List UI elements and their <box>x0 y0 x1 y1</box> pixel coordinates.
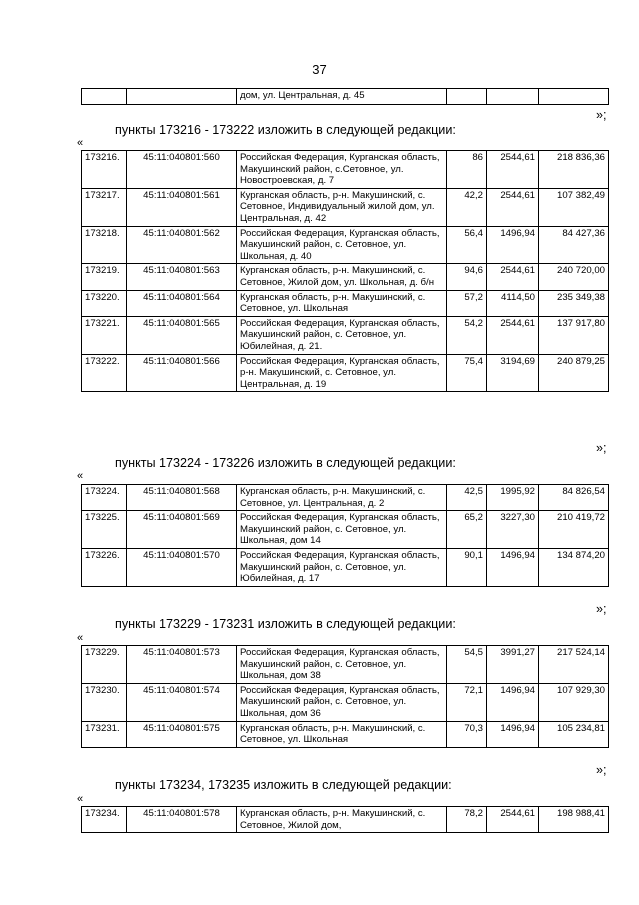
cell-price: 1496,94 <box>487 548 539 586</box>
cell-price <box>487 89 539 105</box>
cell-cadastral: 45:11:040801:564 <box>127 290 237 316</box>
cell-total <box>539 89 609 105</box>
cell-area: 42,5 <box>447 485 487 511</box>
closing-quote: »; <box>596 108 607 122</box>
table-row <box>82 188 609 226</box>
cell-price: 3991,27 <box>487 646 539 684</box>
cell-area: 42,2 <box>447 188 487 226</box>
cell-price: 2544,61 <box>487 807 539 833</box>
section-instruction: пункты 173224 - 173226 изложить в следующей редакции: <box>115 456 456 470</box>
cell-total: 240 879,25 <box>539 354 609 392</box>
closing-quote: »; <box>596 602 607 616</box>
cell-cadastral: 45:11:040801:569 <box>127 511 237 549</box>
table-row <box>82 89 609 105</box>
top-table-fragment <box>81 88 609 105</box>
cell-area: 75,4 <box>447 354 487 392</box>
cell-price: 2544,61 <box>487 316 539 354</box>
cell-cadastral: 45:11:040801:578 <box>127 807 237 833</box>
cell-address: Курганская область, р-н. Макушинский, с. Сетовное, ул. Школьная <box>237 290 447 316</box>
cell-price: 4114,50 <box>487 290 539 316</box>
cell-area: 72,1 <box>447 683 487 721</box>
cell-address: Курганская область, р-н. Макушинский, с. Сетовное, ул. Школьная <box>237 721 447 747</box>
cell-area: 86 <box>447 151 487 189</box>
cell-total: 84 427,36 <box>539 226 609 264</box>
cell-address: дом, ул. Центральная, д. 45 <box>237 89 447 105</box>
cell-price: 2544,61 <box>487 151 539 189</box>
cell-num: 173229. <box>82 646 127 684</box>
cell-num: 173216. <box>82 151 127 189</box>
cell-cadastral: 45:11:040801:565 <box>127 316 237 354</box>
cell-address: Российская Федерация, Курганская область, Макушинский район, с. Сетовное, ул. Юбилейная, д. 17 <box>237 548 447 586</box>
cell-price: 1496,94 <box>487 721 539 747</box>
cell-price: 2544,61 <box>487 188 539 226</box>
cell-total: 107 382,49 <box>539 188 609 226</box>
table-row <box>82 264 609 290</box>
cell-num: 173219. <box>82 264 127 290</box>
cell-total: 107 929,30 <box>539 683 609 721</box>
cell-total: 240 720,00 <box>539 264 609 290</box>
cell-address: Российская Федерация, Курганская область, Макушинский район, с. Сетовное, ул. Школьная, дом 36 <box>237 683 447 721</box>
closing-quote: »; <box>596 763 607 777</box>
cell-cadastral: 45:11:040801:568 <box>127 485 237 511</box>
closing-quote: »; <box>596 441 607 455</box>
section-instruction: пункты 173234, 173235 изложить в следующей редакции: <box>115 778 452 792</box>
cell-area: 78,2 <box>447 807 487 833</box>
cell-area <box>447 89 487 105</box>
cell-cadastral: 45:11:040801:570 <box>127 548 237 586</box>
cell-area: 90,1 <box>447 548 487 586</box>
cell-price: 3194,69 <box>487 354 539 392</box>
cell-cadastral <box>127 89 237 105</box>
table-row <box>82 646 609 684</box>
section-table <box>81 806 609 833</box>
cell-price: 2544,61 <box>487 264 539 290</box>
cell-price: 1995,92 <box>487 485 539 511</box>
cell-total: 198 988,41 <box>539 807 609 833</box>
cell-num: 173226. <box>82 548 127 586</box>
cell-total: 218 836,36 <box>539 151 609 189</box>
cell-area: 94,6 <box>447 264 487 290</box>
cell-area: 54,5 <box>447 646 487 684</box>
table-row <box>82 316 609 354</box>
table-row <box>82 721 609 747</box>
cell-total: 84 826,54 <box>539 485 609 511</box>
cell-price: 1496,94 <box>487 683 539 721</box>
cell-total: 105 234,81 <box>539 721 609 747</box>
table-row <box>82 290 609 316</box>
section-instruction: пункты 173229 - 173231 изложить в следующей редакции: <box>115 617 456 631</box>
cell-address: Курганская область, р-н. Макушинский, с. Сетовное, Индивидуальный жилой дом, ул. Центральная, д. 42 <box>237 188 447 226</box>
table-body <box>82 151 609 392</box>
cell-address: Российская Федерация, Курганская область, Макушинский район, с. Сетовное, ул. Школьная, дом 14 <box>237 511 447 549</box>
cell-num: 173230. <box>82 683 127 721</box>
cell-address: Российская Федерация, Курганская область, Макушинский район, с.Сетовное, ул. Новостроевская, д. 7 <box>237 151 447 189</box>
cell-total: 235 349,38 <box>539 290 609 316</box>
cell-cadastral: 45:11:040801:560 <box>127 151 237 189</box>
cell-address: Курганская область, р-н. Макушинский, с. Сетовное, ул. Центральная, д. 2 <box>237 485 447 511</box>
table-body <box>82 646 609 748</box>
cell-num <box>82 89 127 105</box>
opening-quote: « <box>77 470 84 482</box>
cell-area: 70,3 <box>447 721 487 747</box>
table-row <box>82 226 609 264</box>
cell-price: 1496,94 <box>487 226 539 264</box>
cell-price: 3227,30 <box>487 511 539 549</box>
opening-quote: « <box>77 137 84 149</box>
cell-cadastral: 45:11:040801:563 <box>127 264 237 290</box>
table-row <box>82 548 609 586</box>
cell-cadastral: 45:11:040801:575 <box>127 721 237 747</box>
cell-cadastral: 45:11:040801:561 <box>127 188 237 226</box>
cell-address: Российская Федерация, Курганская область, р-н. Макушинский, с. Сетовное, ул. Центральная, д. 19 <box>237 354 447 392</box>
cell-num: 173220. <box>82 290 127 316</box>
cell-cadastral: 45:11:040801:573 <box>127 646 237 684</box>
cell-area: 56,4 <box>447 226 487 264</box>
cell-address: Российская Федерация, Курганская область, Макушинский район, с. Сетовное, ул. Юбилейная, д. 21. <box>237 316 447 354</box>
cell-num: 173222. <box>82 354 127 392</box>
cell-num: 173225. <box>82 511 127 549</box>
section-table <box>81 150 609 392</box>
page-number: 37 <box>312 62 327 77</box>
table-body <box>82 485 609 587</box>
cell-num: 173221. <box>82 316 127 354</box>
table-body <box>82 807 609 833</box>
cell-address: Курганская область, р-н. Макушинский, с. Сетовное, Жилой дом, ул. Школьная, д. б/н <box>237 264 447 290</box>
cell-cadastral: 45:11:040801:566 <box>127 354 237 392</box>
table-row <box>82 511 609 549</box>
cell-num: 173231. <box>82 721 127 747</box>
cell-cadastral: 45:11:040801:574 <box>127 683 237 721</box>
table-row <box>82 151 609 189</box>
table-row <box>82 354 609 392</box>
cell-total: 217 524,14 <box>539 646 609 684</box>
cell-area: 65,2 <box>447 511 487 549</box>
cell-address: Российская Федерация, Курганская область, Макушинский район, с. Сетовное, ул. Школьная, д. 40 <box>237 226 447 264</box>
table-row <box>82 807 609 833</box>
cell-num: 173224. <box>82 485 127 511</box>
opening-quote: « <box>77 632 84 644</box>
cell-cadastral: 45:11:040801:562 <box>127 226 237 264</box>
cell-address: Российская Федерация, Курганская область, Макушинский район, с. Сетовное, ул. Школьная, дом 38 <box>237 646 447 684</box>
cell-address: Курганская область, р-н. Макушинский, с. Сетовное, Жилой дом, <box>237 807 447 833</box>
table-row <box>82 683 609 721</box>
cell-area: 54,2 <box>447 316 487 354</box>
section-table <box>81 645 609 748</box>
section-table <box>81 484 609 587</box>
cell-total: 137 917,80 <box>539 316 609 354</box>
cell-area: 57,2 <box>447 290 487 316</box>
cell-num: 173218. <box>82 226 127 264</box>
section-instruction: пункты 173216 - 173222 изложить в следующей редакции: <box>115 123 456 137</box>
opening-quote: « <box>77 793 84 805</box>
cell-total: 134 874,20 <box>539 548 609 586</box>
cell-num: 173217. <box>82 188 127 226</box>
cell-total: 210 419,72 <box>539 511 609 549</box>
table-row <box>82 485 609 511</box>
cell-num: 173234. <box>82 807 127 833</box>
